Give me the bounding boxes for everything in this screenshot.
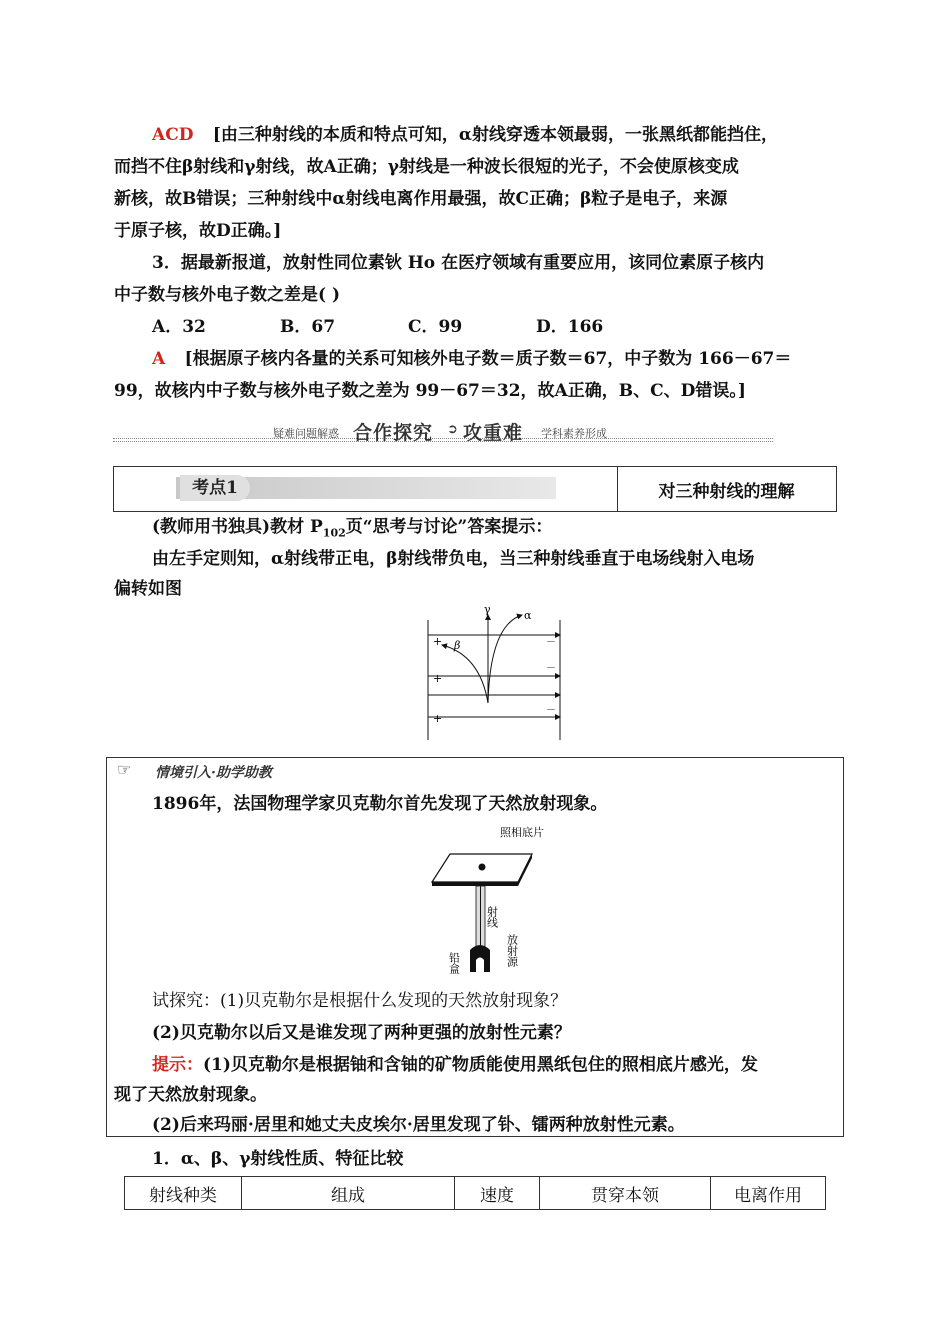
banner-title2: 攻重难 xyxy=(463,422,524,444)
topic-box xyxy=(113,466,837,512)
option-a: A．32 xyxy=(152,317,206,337)
answer2-line4: 于原子核，故D正确。] xyxy=(114,221,282,241)
comparison-table xyxy=(124,1176,826,1210)
ray-label: 射线 xyxy=(485,906,499,928)
beta-label: β xyxy=(454,639,461,652)
section-heading: 1．α、β、γ射线性质、特征比较 xyxy=(152,1149,404,1169)
hint-line1 xyxy=(152,1054,758,1076)
table-header-cell: 贯穿本领 xyxy=(540,1177,711,1210)
option-b: B．67 xyxy=(280,317,336,337)
answer3-line2: 99，故核内中子数与核外电子数之差为 99－67＝32，故A正确，B、C、D错误。] xyxy=(114,381,746,401)
becquerel-figure xyxy=(420,822,570,982)
answer3-line1 xyxy=(152,348,791,370)
answer2-text1: [由三种射线的本质和特点可知，α射线穿透本领最弱，一张黑纸都能挡住， xyxy=(212,125,778,145)
teacher-line1: (教师用书独具)教材 $P_{102}$页“思考与讨论”答案提示： xyxy=(152,517,553,540)
banner-left-text: 疑难问题解惑 xyxy=(273,427,339,440)
answer3-text1: [根据原子核内各量的关系可知核外电子数＝质子数＝67，中子数为 166－67＝ xyxy=(184,349,792,369)
lead-box xyxy=(470,945,490,972)
teacher-line2: 由左手定则知，α射线带正电，β射线带负电，当三种射线垂直于电场线射入电场 xyxy=(152,549,755,569)
topic-tag: 考点1 xyxy=(180,475,250,501)
answer2-line3: 新核，故B错误；三种射线中α射线电离作用最强，故C正确；β粒子是电子，来源 xyxy=(114,189,728,209)
question-1: 试探究：(1)贝克勒尔是根据什么发现的天然放射现象？ xyxy=(152,991,568,1011)
answer2-letter: ACD xyxy=(152,125,194,145)
deflection-figure xyxy=(420,605,570,745)
plus-sign: + xyxy=(433,635,443,648)
hint-line2: 现了天然放射现象。 xyxy=(114,1085,267,1105)
alpha-ray xyxy=(488,615,522,703)
table-header-cell: 电离作用 xyxy=(711,1177,826,1210)
hint-label: 提示： xyxy=(152,1055,203,1075)
option-d: D．166 xyxy=(536,317,604,337)
context-header: 情境引入·助学助教 xyxy=(155,765,272,781)
question3-line1: 3．据最新报道，放射性同位素钬 Ho 在医疗领域有重要应用，该同位素原子核内 xyxy=(152,253,765,273)
banner-title: 合作探究 xyxy=(353,422,434,444)
option-c: C．99 xyxy=(408,317,463,337)
beta-ray xyxy=(442,645,488,703)
answer2-line1 xyxy=(152,124,778,146)
gamma-label: γ xyxy=(484,605,491,616)
plus-sign: + xyxy=(433,712,443,725)
section-banner xyxy=(113,422,773,444)
teacher-line3: 偏转如图 xyxy=(114,579,182,599)
plate-label: 照相底片 xyxy=(500,826,544,839)
banner-right-text: 学科素养形成 xyxy=(541,427,607,440)
plus-sign: + xyxy=(433,672,443,685)
answer3-letter: A xyxy=(152,349,166,369)
hint-line3: (2)后来玛丽·居里和她丈夫皮埃尔·居里发现了钋、镭两种放射性元素。 xyxy=(152,1115,685,1135)
question3-options xyxy=(152,316,752,338)
source-label: 放射源 xyxy=(505,934,519,967)
box-label: 铅盒 xyxy=(447,952,461,974)
table-header-row xyxy=(125,1177,826,1210)
question-2: (2)贝克勒尔以后又是谁发现了两种更强的放射性元素？ xyxy=(152,1023,571,1043)
arrow-icon: ➲ xyxy=(447,422,458,437)
topic-title: 对三种射线的理解 xyxy=(658,482,795,502)
pointing-hand-icon: ☞ xyxy=(117,760,132,779)
alpha-label: α xyxy=(524,609,532,622)
answer2-line2: 而挡不住β射线和γ射线，故A正确；γ射线是一种波长很短的光子，不会使原核变成 xyxy=(114,157,739,177)
minus-sign: － xyxy=(546,637,556,648)
table-header-cell: 组成 xyxy=(242,1177,455,1210)
hint-text1: (1)贝克勒尔是根据铀和含铀的矿物质能使用黑纸包住的照相底片感光，发 xyxy=(203,1055,758,1075)
minus-sign: － xyxy=(546,663,556,674)
question3-line2: 中子数与核外电子数之差是( ) xyxy=(114,285,341,305)
minus-sign: － xyxy=(546,705,556,716)
table-header-cell: 速度 xyxy=(455,1177,540,1210)
table-header-cell: 射线种类 xyxy=(125,1177,242,1210)
context-line1: 1896年，法国物理学家贝克勒尔首先发现了天然放射现象。 xyxy=(152,794,608,814)
